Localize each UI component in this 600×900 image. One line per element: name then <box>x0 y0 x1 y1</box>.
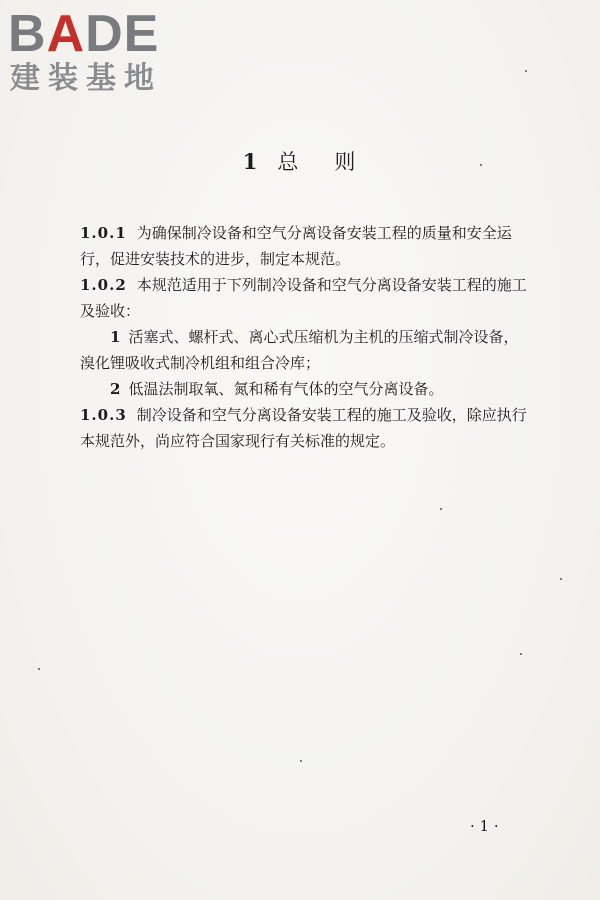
clause-paragraph <box>80 220 530 272</box>
speck <box>440 508 442 510</box>
logo-subtitle: 建装基地 <box>10 61 162 96</box>
item-number: 1 <box>110 328 121 346</box>
item-text: 低温法制取氧、氮和稀有气体的空气分离设备。 <box>128 380 444 398</box>
clause-text: 本规范适用于下列制冷设备和空气分离设备安装工程的施工及验收： <box>80 276 527 320</box>
logo-letter-suffix: DE <box>85 5 160 63</box>
chapter-title-part1: 总 <box>277 150 301 174</box>
clause-number: 1.0.2 <box>80 276 127 294</box>
speck <box>38 668 40 670</box>
item-text: 活塞式、螺杆式、离心式压缩机为主机的压缩式制冷设备，溴化锂吸收式制冷机组和组合冷库； <box>80 328 519 372</box>
list-item <box>80 324 530 376</box>
clause-number: 1.0.1 <box>80 224 127 242</box>
clause-text: 为确保制冷设备和空气分离设备安装工程的质量和安全运行，促进安装技术的进步，制定本规范。 <box>80 224 512 268</box>
speck <box>480 164 482 166</box>
logo-letter-accent: A <box>46 5 86 63</box>
speck <box>525 70 527 72</box>
watermark-logo <box>8 6 178 101</box>
speck <box>560 578 562 580</box>
page-number: · 1 · <box>470 817 499 835</box>
clause-text: 制冷设备和空气分离设备安装工程的施工及验收，除应执行本规范外，尚应符合国家现行有关标准的规定。 <box>80 406 527 450</box>
item-number: 2 <box>110 380 121 398</box>
body-text <box>80 220 530 454</box>
list-item <box>80 376 530 402</box>
clause-number: 1.0.3 <box>80 406 127 424</box>
speck <box>300 760 302 762</box>
chapter-title-part2: 则 <box>334 150 358 174</box>
chapter-title <box>0 146 600 176</box>
clause-paragraph <box>80 272 530 324</box>
logo-letter-prefix: B <box>8 5 47 63</box>
chapter-number: 1 <box>242 149 260 174</box>
speck <box>520 653 522 655</box>
clause-paragraph <box>80 402 530 454</box>
logo-letters <box>8 6 159 62</box>
